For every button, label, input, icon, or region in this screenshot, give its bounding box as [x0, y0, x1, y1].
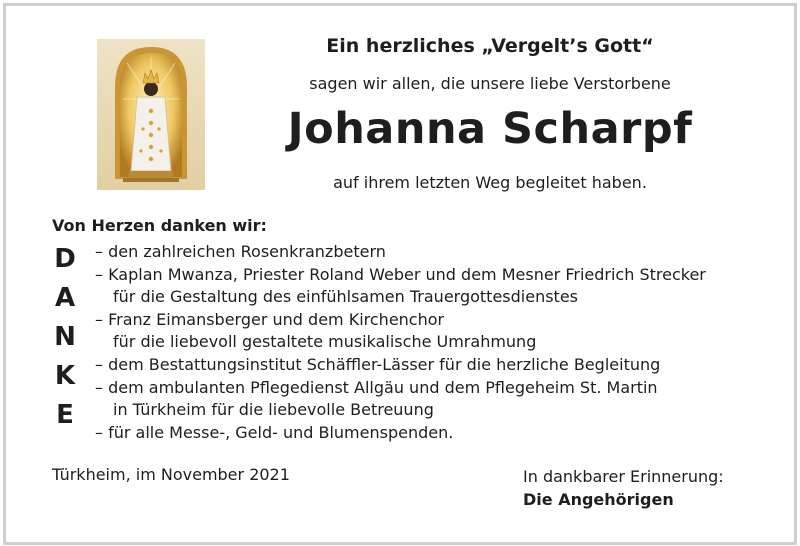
danke-letter: D: [54, 244, 76, 274]
deceased-name: Johanna Scharpf: [287, 104, 693, 154]
thanks-line: in Türkheim für die liebevolle Betreuung: [113, 400, 434, 420]
madonna-statue-image: [97, 39, 205, 190]
closing-intro-line: auf ihrem letzten Weg begleitet haben.: [333, 173, 647, 192]
danke-letter: A: [54, 283, 76, 313]
danke-letter: K: [54, 361, 76, 391]
danke-acrostic: [50, 240, 80, 435]
thanks-line: – dem Bestattungsinstitut Schäffler-Lässer für die herzliche Begleitung: [95, 354, 661, 374]
intro-line: sagen wir allen, die unsere liebe Verstorbene: [309, 74, 671, 93]
danke-letter: N: [54, 322, 76, 352]
headline: Ein herzliches „Vergelt’s Gott“: [326, 35, 654, 57]
thanks-line: – Kaplan Mwanza, Priester Roland Weber und dem Mesner Friedrich Strecker: [95, 264, 706, 284]
signature: Die Angehörigen: [523, 490, 674, 509]
thanks-line: – Franz Eimansberger und dem Kirchenchor: [95, 309, 445, 329]
danke-letter: E: [56, 400, 74, 430]
thanks-line: – den zahlreichen Rosenkranzbetern: [95, 242, 386, 261]
thanks-heading: Von Herzen danken wir:: [52, 216, 267, 235]
closing-block: [523, 465, 724, 511]
thanks-line: – dem ambulanten Pflegedienst Allgäu und dem Pflegeheim St. Martin: [95, 377, 658, 397]
closing-text: In dankbarer Erinnerung:: [523, 467, 724, 486]
thanks-line: – für alle Messe-, Geld- und Blumenspenden.: [95, 422, 454, 442]
place-date: Türkheim, im November 2021: [52, 465, 290, 484]
thanks-list: [95, 241, 775, 444]
thanks-line: für die liebevoll gestaltete musikalische Umrahmung: [113, 332, 537, 352]
thanks-line: für die Gestaltung des einfühlsamen Trauergottesdienstes: [113, 287, 579, 307]
